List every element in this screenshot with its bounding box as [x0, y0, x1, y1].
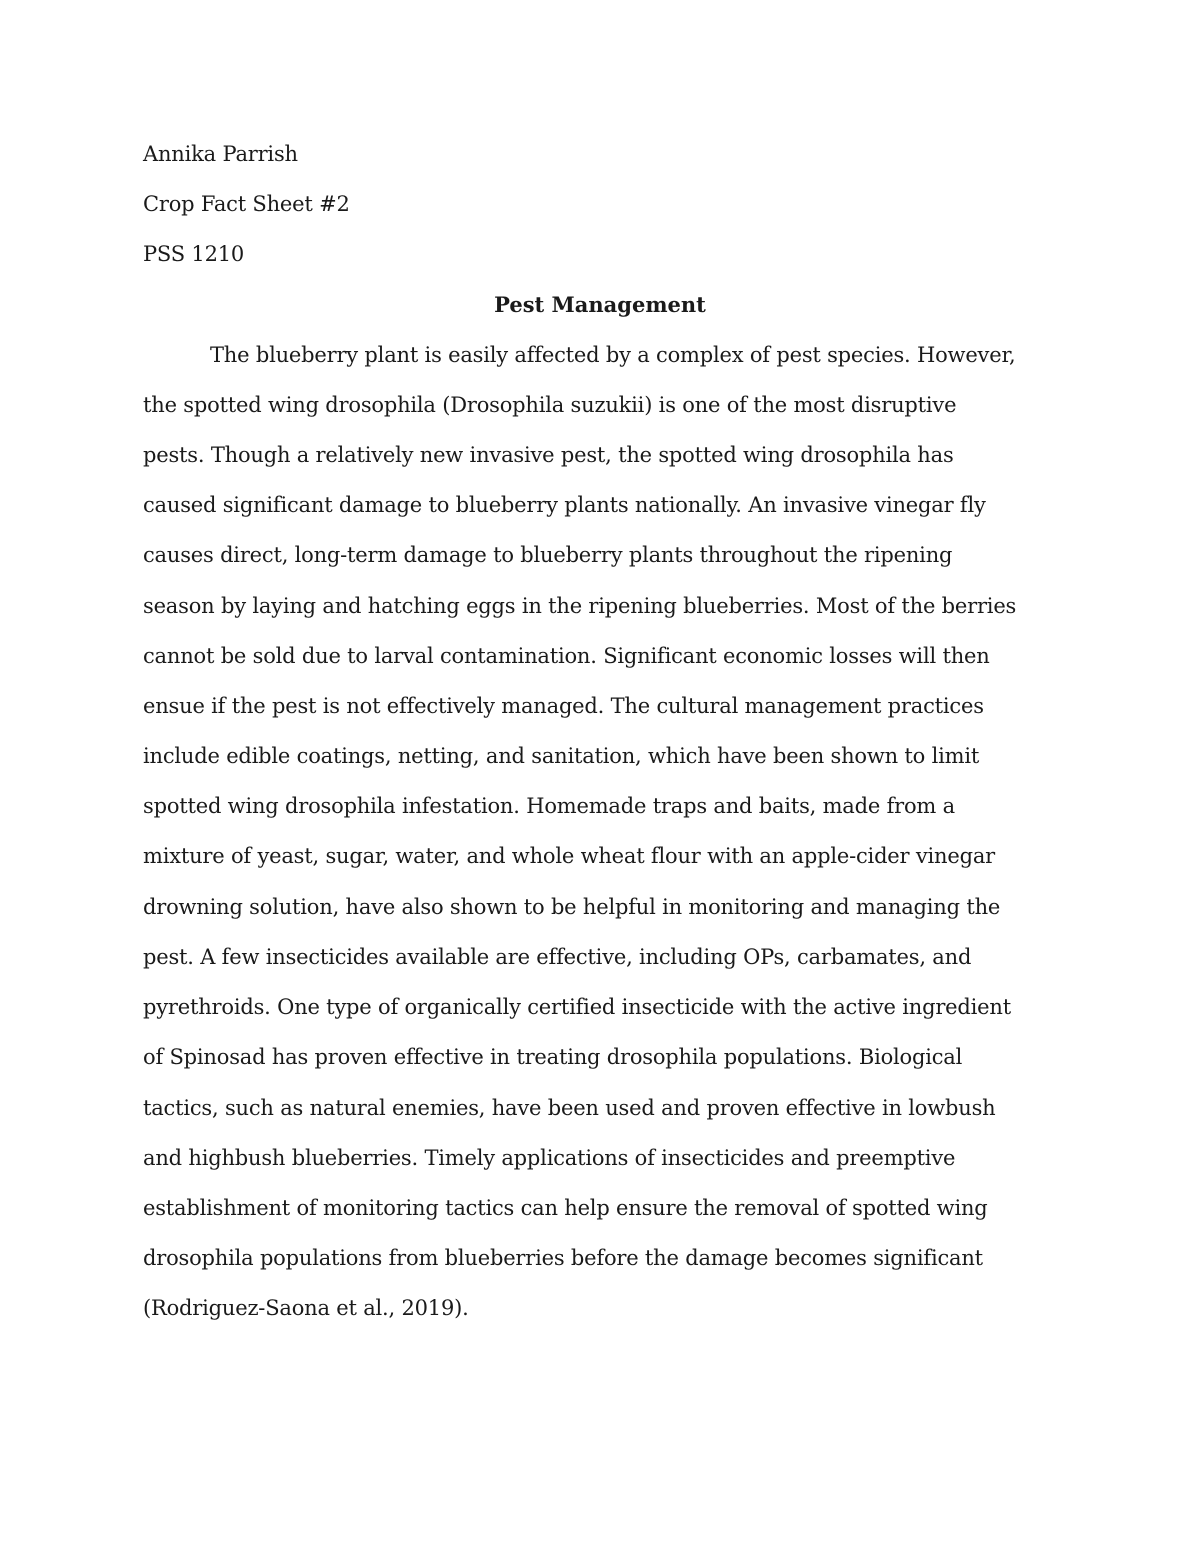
paragraph-line: causes direct, long-term damage to blueberry plants throughout the ripening [143, 543, 953, 567]
paragraph-line: establishment of monitoring tactics can help ensure the removal of spotted wing [143, 1196, 988, 1220]
paragraph-line: mixture of yeast, sugar, water, and whole wheat flour with an apple-cider vinegar [143, 844, 995, 868]
paragraph-line: and highbush blueberries. Timely applications of insecticides and preemptive [143, 1146, 956, 1170]
course-code: PSS 1210 [143, 242, 245, 266]
paragraph-line: pests. Though a relatively new invasive pest, the spotted wing drosophila has [143, 443, 954, 467]
paragraph-line: The blueberry plant is easily affected by a complex of pest species. However, [210, 343, 1016, 367]
paragraph-line: cannot be sold due to larval contamination. Significant economic losses will then [143, 644, 990, 668]
paragraph-line: spotted wing drosophila infestation. Homemade traps and baits, made from a [143, 794, 955, 818]
paragraph-line: ensue if the pest is not effectively managed. The cultural management practices [143, 694, 984, 718]
paragraph-line: the spotted wing drosophila (Drosophila suzukii) is one of the most disruptive [143, 393, 957, 417]
paragraph-line: of Spinosad has proven effective in treating drosophila populations. Biological [143, 1045, 963, 1069]
assignment-title: Crop Fact Sheet #2 [143, 192, 350, 216]
paragraph-line: tactics, such as natural enemies, have been used and proven effective in lowbush [143, 1096, 996, 1120]
paragraph-line: caused significant damage to blueberry plants nationally. An invasive vinegar fly [143, 493, 986, 517]
paragraph-line: pest. A few insecticides available are effective, including OPs, carbamates, and [143, 945, 972, 969]
section-heading: Pest Management [494, 292, 706, 317]
paragraph-line: season by laying and hatching eggs in the ripening blueberries. Most of the berries [143, 594, 1017, 618]
paragraph-line: include edible coatings, netting, and sanitation, which have been shown to limit [143, 744, 980, 768]
paragraph-line: (Rodriguez-Saona et al., 2019). [143, 1296, 469, 1320]
author-name: Annika Parrish [143, 142, 298, 166]
paragraph-line: pyrethroids. One type of organically certified insecticide with the active ingredient [143, 995, 1011, 1019]
paragraph-line: drosophila populations from blueberries before the damage becomes significant [143, 1246, 983, 1270]
paragraph-line: drowning solution, have also shown to be helpful in monitoring and managing the [143, 895, 1001, 919]
